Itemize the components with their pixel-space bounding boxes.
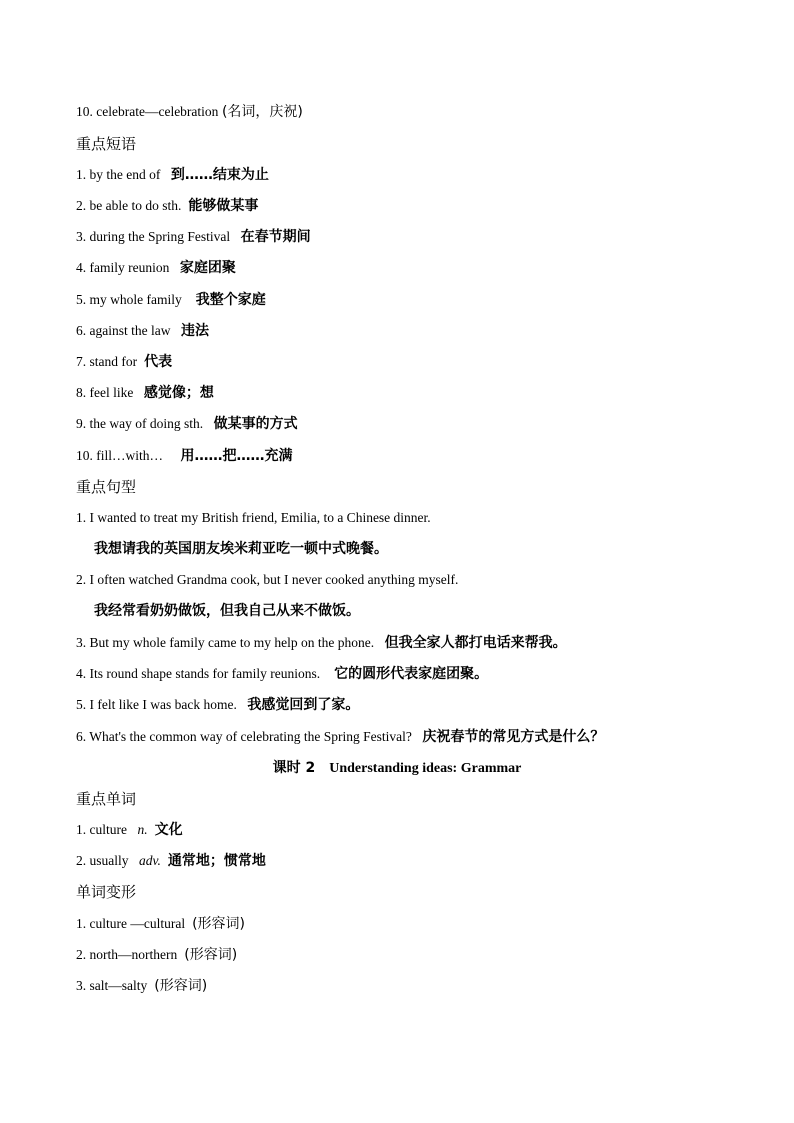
phrase-2: 2. be able to do sth. 能够做某事 xyxy=(76,198,259,214)
word-2: 2. usually adv. 通常地；惯常地 xyxy=(76,853,266,869)
sentence-2-en: 2. I often watched Grandma cook, but I never cooked anything myself. xyxy=(76,572,459,587)
lesson-2-title: 课时 2 Understanding ideas: Grammar xyxy=(272,760,522,776)
phrase-5: 5. my whole family 我整个家庭 xyxy=(76,292,266,308)
sentence-1-cn: 我想请我的英国朋友埃米莉亚吃一顿中式晚餐。 xyxy=(94,541,388,557)
sentence-3: 3. But my whole family came to my help on the phone. 但我全家人都打电话来帮我。 xyxy=(76,635,567,651)
sentence-6: 6. What's the common way of celebrating the Spring Festival? 庆祝春节的常见方式是什么？ xyxy=(76,729,605,745)
phrase-4: 4. family reunion 家庭团聚 xyxy=(76,260,236,276)
word-form-10: 10. celebrate—celebration (名词，庆祝) xyxy=(76,104,303,120)
phrase-3: 3. during the Spring Festival 在春节期间 xyxy=(76,229,311,245)
phrase-6: 6. against the law 违法 xyxy=(76,323,209,339)
heading-key-phrases: 重点短语 xyxy=(76,135,137,153)
heading-word-forms: 单词变形 xyxy=(76,883,137,901)
phrase-7: 7. stand for 代表 xyxy=(76,354,173,370)
phrase-9: 9. the way of doing sth. 做某事的方式 xyxy=(76,416,298,432)
form-1: 1. culture —cultural (形容词) xyxy=(76,916,246,932)
sentence-2-cn: 我经常看奶奶做饭，但我自己从来不做饭。 xyxy=(94,603,360,619)
heading-key-words: 重点单词 xyxy=(76,790,137,808)
sentence-4: 4. Its round shape stands for family reunions. 它的圆形代表家庭团聚。 xyxy=(76,666,489,682)
phrase-10: 10. fill…with… 用……把……充满 xyxy=(76,448,293,464)
sentence-1-en: 1. I wanted to treat my British friend, Emilia, to a Chinese dinner. xyxy=(76,510,431,525)
form-2: 2. north—northern (形容词) xyxy=(76,947,238,963)
phrase-1: 1. by the end of 到……结束为止 xyxy=(76,167,269,183)
form-3: 3. salt—salty (形容词) xyxy=(76,978,208,994)
phrase-8: 8. feel like 感觉像；想 xyxy=(76,385,214,401)
word-1: 1. culture n. 文化 xyxy=(76,822,183,838)
heading-key-sentences: 重点句型 xyxy=(76,478,137,496)
sentence-5: 5. I felt like I was back home. 我感觉回到了家。 xyxy=(76,697,360,713)
